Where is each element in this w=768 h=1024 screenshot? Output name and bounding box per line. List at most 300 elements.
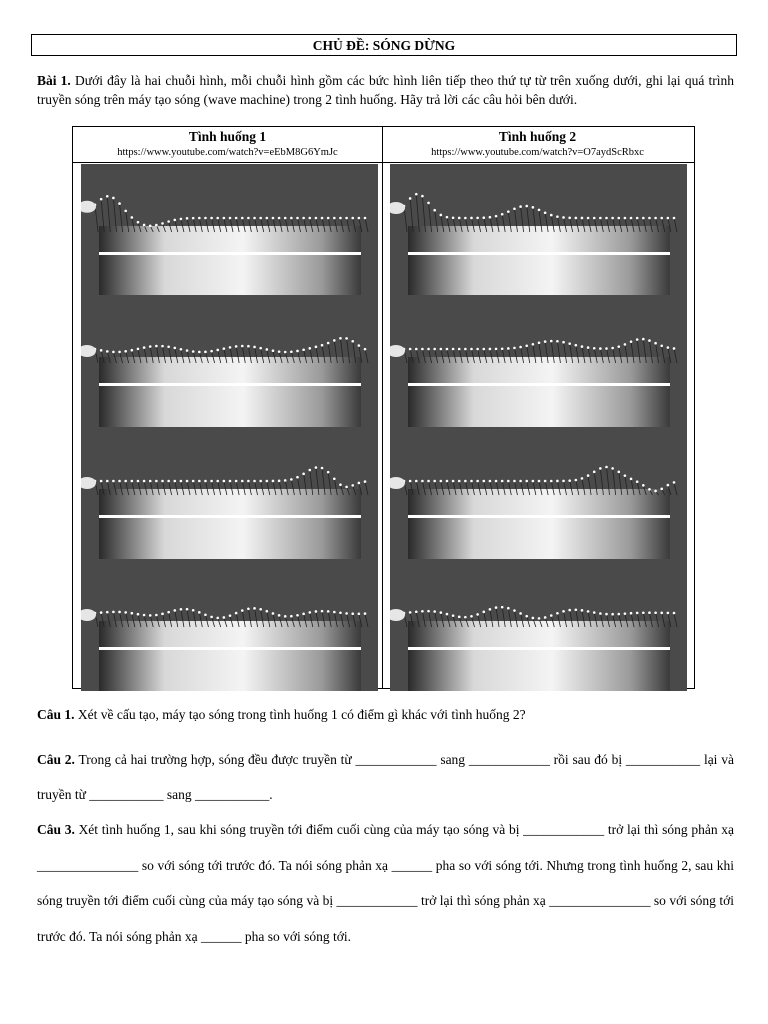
wave-bead [495,480,498,483]
exercise-label: Bài 1. [37,73,71,88]
wave-bead [358,612,361,615]
wave-bead [308,217,311,220]
wave-bead [458,348,461,351]
wave-bead [470,480,473,483]
wave-bead [137,613,140,616]
wave-bead [241,345,244,348]
wave-bead [143,346,146,349]
wave-bead [315,346,318,349]
wave-bead [624,343,627,346]
wave-bead [259,217,262,220]
wave-bead [173,347,176,350]
wave-bead [345,486,348,489]
wave-bead [124,480,127,483]
wave-bead [229,217,232,220]
wave-bead [235,217,238,220]
wave-bead [654,490,657,493]
wave-bead [660,344,663,347]
wave-bead [204,613,207,616]
wave-bead [458,217,461,220]
wave-bead [327,471,330,474]
wave-bead [167,480,170,483]
wave-bead [525,344,528,347]
wave-machine-image [390,559,687,691]
wave-bead [636,338,639,341]
wave-bead [241,609,244,612]
exercise-text: Dưới đây là hai chuỗi hình, mỗi chuỗi hình gồm các bức hình liên tiếp theo thứ tự từ trên xuống dưới, ghi lại quá trình truyền sóng trên máy tạo sóng (wave machine) trong 2 tình huống. Hãy trả lời các câu hỏi bên dưới. [37,73,734,107]
wave-bead [599,347,602,350]
wave-bead [204,480,207,483]
wave-bead [198,217,201,220]
wave-bead [229,614,232,617]
wave-bead [253,217,256,220]
wave-bead [321,344,324,347]
wave-bead [106,611,109,614]
wave-bead [624,217,627,220]
wave-bead [216,217,219,220]
wave-bead [642,338,645,341]
wave-bead [180,218,183,221]
wave-bead [611,217,614,220]
question-label: Câu 1. [37,707,75,722]
wave-bead [229,480,232,483]
wave-bead [642,611,645,614]
wave-bead [358,482,361,485]
wave-bead [673,347,676,350]
wave-bead [440,480,443,483]
wave-bead [538,617,541,620]
wave-bead [660,612,663,615]
wave-bead [452,614,455,617]
wave-bead [587,217,590,220]
wave-bead [345,612,348,615]
header-divider [73,162,694,163]
wave-bead [617,613,620,616]
wave-bead [562,341,565,344]
wave-bead [180,348,183,351]
wave-bead [284,217,287,220]
wave-bead [427,202,430,205]
wave-bead [624,612,627,615]
wave-bead [259,480,262,483]
wave-bead [654,342,657,345]
wave-bead [210,616,213,619]
wave-bead [636,480,639,483]
wave-bead [446,480,449,483]
wave-machine-image [81,559,378,691]
wave-bead [155,224,158,227]
wave-bead [575,609,578,612]
wave-bead [112,351,115,354]
wave-bead [327,610,330,613]
wave-bead [131,480,134,483]
wave-bead [538,480,541,483]
wave-bead [636,217,639,220]
wave-bead [562,480,565,483]
wave-bead [409,197,412,200]
wave-bead [247,607,250,610]
wave-bead [358,344,361,347]
wave-bead [167,220,170,223]
wave-bead [327,217,330,220]
wave-bead [470,615,473,618]
wave-bead [562,610,565,613]
wave-bead [409,480,412,483]
wave-machine-photo [390,164,687,296]
wave-bead [290,350,293,353]
wave-bead [266,480,269,483]
wave-bead [192,217,195,220]
wave-bead [667,346,670,349]
wave-bead [241,480,244,483]
wave-bead [421,610,424,613]
wave-bead [186,349,189,352]
question-text: Xét tình huống 1, sau khi sóng truyền tới điểm cuối cùng của máy tạo sóng và bị ____________ trở lại thì sóng phản xạ _______________ so với sóng tới trước đó. Ta nói sóng phản xạ ______ pha so với sóng tới. Nhưng trong tình huống 2, sau khi sóng truyền tới điểm cuối cùng của máy tạo sóng và bị ____________ trở lại thì sóng phản xạ _______________ so với sóng tới trước đó. Ta nói sóng phản xạ ______ pha so với sóng tới. [37,822,735,944]
wave-bead [106,195,109,198]
wave-bead [593,217,596,220]
wave-bead [321,467,324,470]
wave-bead [272,612,275,615]
wave-bead [470,348,473,351]
wave-machine-photo [390,295,687,427]
wave-bead [501,347,504,350]
wave-bead [278,350,281,353]
wave-bead [482,348,485,351]
wave-bead [118,202,121,205]
wave-bead [235,480,238,483]
wave-bead [223,616,226,619]
wave-bead [519,205,522,208]
wave-bead [556,612,559,615]
wave-bead [630,217,633,220]
wave-machine-photo [81,295,378,427]
question-text: Trong cả hai trường hợp, sóng đều được truyền từ ____________ sang ____________ rồi sau đó bị ___________ lại và truyền từ ___________ sang ___________. [37,752,734,802]
wave-bead [556,340,559,343]
wave-machine-image [390,295,687,427]
wave-bead [489,216,492,219]
wave-bead [599,612,602,615]
wave-bead [210,217,213,220]
wave-bead [495,606,498,609]
wave-bead [302,217,305,220]
wave-bead [364,480,367,483]
wave-bead [673,481,676,484]
wave-bead [587,610,590,613]
wave-bead [161,613,164,616]
wave-bead [173,480,176,483]
wave-bead [118,480,121,483]
wave-bead [581,477,584,480]
wave-bead [593,471,596,474]
wave-bead [556,215,559,218]
wave-bead [575,217,578,220]
wave-bead [364,348,367,351]
wave-bead [302,613,305,616]
wave-bead [351,340,354,343]
wave-bead [186,480,189,483]
wave-bead [568,217,571,220]
wave-bead [192,480,195,483]
wave-bead [482,480,485,483]
question-3 [37,812,734,954]
wave-bead [235,345,238,348]
wave-bead [427,348,430,351]
wave-bead [173,609,176,612]
wave-bead [296,350,299,353]
wave-bead [216,349,219,352]
wave-bead [149,614,152,617]
wave-bead [118,611,121,614]
wave-machine-photo [81,427,378,559]
wave-bead [440,611,443,614]
wave-bead [593,611,596,614]
wave-bead [161,222,164,225]
wave-bead [259,608,262,611]
wave-bead [550,340,553,343]
wave-bead [654,611,657,614]
wave-bead [106,480,109,483]
wave-bead [137,480,140,483]
wave-bead [433,348,436,351]
wave-bead [302,348,305,351]
wave-bead [587,474,590,477]
wave-bead [358,217,361,220]
wave-bead [161,345,164,348]
wave-bead [544,616,547,619]
wave-bead [266,610,269,613]
wave-bead [161,480,164,483]
wave-bead [339,217,342,220]
wave-bead [351,217,354,220]
wave-bead [155,614,158,617]
wave-bead [100,349,103,352]
wave-bead [278,614,281,617]
wave-bead [345,337,348,340]
wave-bead [216,617,219,620]
wave-bead [272,480,275,483]
wave-bead [630,478,633,481]
wave-bead [364,217,367,220]
wave-bead [581,217,584,220]
wave-bead [272,349,275,352]
wave-bead [532,480,535,483]
wave-bead [364,612,367,615]
column-header-2 [383,127,692,160]
question-label: Câu 3. [37,822,75,837]
wave-bead [415,610,418,613]
wave-bead [296,217,299,220]
wave-bead [648,611,651,614]
wave-bead [253,480,256,483]
wave-bead [409,348,412,351]
wave-bead [446,216,449,219]
wave-bead [648,488,651,491]
wave-bead [415,348,418,351]
wave-bead [131,349,134,352]
wave-bead [482,611,485,614]
wave-bead [544,211,547,214]
wave-bead [315,217,318,220]
wave-bead [143,614,146,617]
column-url-1[interactable]: https://www.youtube.com/watch?v=eEbM8G6YmJc [117,147,338,158]
wave-bead [605,347,608,350]
wave-bead [223,347,226,350]
wave-bead [333,477,336,480]
wave-bead [284,615,287,618]
wave-bead [617,345,620,348]
wave-bead [290,478,293,481]
wave-bead [446,348,449,351]
wave-bead [155,345,158,348]
wave-bead [333,611,336,614]
wave-bead [495,215,498,218]
wave-bead [519,346,522,349]
wave-bead [617,217,620,220]
wave-bead [489,348,492,351]
wave-bead [550,214,553,217]
wave-bead [562,216,565,219]
wave-bead [513,207,516,210]
wave-bead [476,613,479,616]
wave-bead [210,480,213,483]
wave-bead [149,345,152,348]
wave-bead [605,613,608,616]
wave-bead [421,348,424,351]
wave-bead [247,345,250,348]
wave-machine-image [81,295,378,427]
wave-bead [476,348,479,351]
wave-bead [315,466,318,469]
wave-bead [611,347,614,350]
wave-bead [137,221,140,224]
wave-bead [186,608,189,611]
wave-bead [284,479,287,482]
wave-bead [525,205,528,208]
wave-bead [192,350,195,353]
wave-bead [458,480,461,483]
wave-bead [532,206,535,209]
wave-bead [605,466,608,469]
exercise-1 [37,72,734,109]
wave-bead [180,480,183,483]
wave-bead [581,609,584,612]
wave-bead [278,217,281,220]
wave-bead [112,480,115,483]
wave-machine-photo [390,427,687,559]
wave-bead [630,612,633,615]
wave-bead [495,348,498,351]
wave-bead [513,480,516,483]
wave-bead [124,611,127,614]
wave-bead [464,217,467,220]
wave-bead [143,224,146,227]
wave-bead [345,217,348,220]
wave-bead [624,474,627,477]
wave-bead [673,217,676,220]
wave-machine-photo [81,164,378,296]
wave-bead [192,609,195,612]
wave-bead [223,480,226,483]
wave-bead [519,612,522,615]
wave-bead [247,480,250,483]
wave-bead [464,480,467,483]
question-2 [37,742,734,812]
wave-bead [599,217,602,220]
wave-bead [507,480,510,483]
wave-bead [507,607,510,610]
wave-bead [229,346,232,349]
wave-bead [415,193,418,196]
wave-bead [112,197,115,200]
wave-bead [186,217,189,220]
wave-bead [476,217,479,220]
wave-bead [667,484,670,487]
wave-bead [149,480,152,483]
wave-bead [284,351,287,354]
wave-bead [149,225,152,228]
wave-bead [648,339,651,342]
wave-bead [253,346,256,349]
wave-bead [351,484,354,487]
wave-bead [452,480,455,483]
wave-bead [259,347,262,350]
wave-bead [611,613,614,616]
wave-bead [302,473,305,476]
wave-bead [501,606,504,609]
wave-bead [296,614,299,617]
wave-bead [507,347,510,350]
wave-bead [513,347,516,350]
wave-bead [476,480,479,483]
wave-bead [660,217,663,220]
wave-bead [667,612,670,615]
wave-bead [321,610,324,613]
wave-bead [538,341,541,344]
wave-bead [501,480,504,483]
wave-bead [415,480,418,483]
wave-bead [241,217,244,220]
wave-bead [611,467,614,470]
wave-bead [333,217,336,220]
column-url-2[interactable]: https://www.youtube.com/watch?v=O7aydScRbxc [431,147,644,158]
wave-bead [339,337,342,340]
wave-bead [673,612,676,615]
wave-bead [568,342,571,345]
wave-bead [421,195,424,198]
question-label: Câu 2. [37,752,75,767]
wave-bead [409,611,412,614]
wave-bead [100,480,103,483]
wave-bead [315,610,318,613]
wave-bead [278,480,281,483]
wave-bead [266,348,269,351]
wave-bead [308,611,311,614]
wave-bead [525,615,528,618]
wave-bead [204,217,207,220]
wave-machine-photo [390,559,687,691]
wave-bead [458,616,461,619]
wave-bead [296,476,299,479]
wave-bead [235,612,238,615]
wave-bead [532,343,535,346]
wave-bead [556,480,559,483]
wave-bead [155,480,158,483]
wave-bead [433,209,436,212]
wave-bead [575,344,578,347]
wave-bead [253,607,256,610]
wave-bead [339,483,342,486]
wave-bead [100,611,103,614]
